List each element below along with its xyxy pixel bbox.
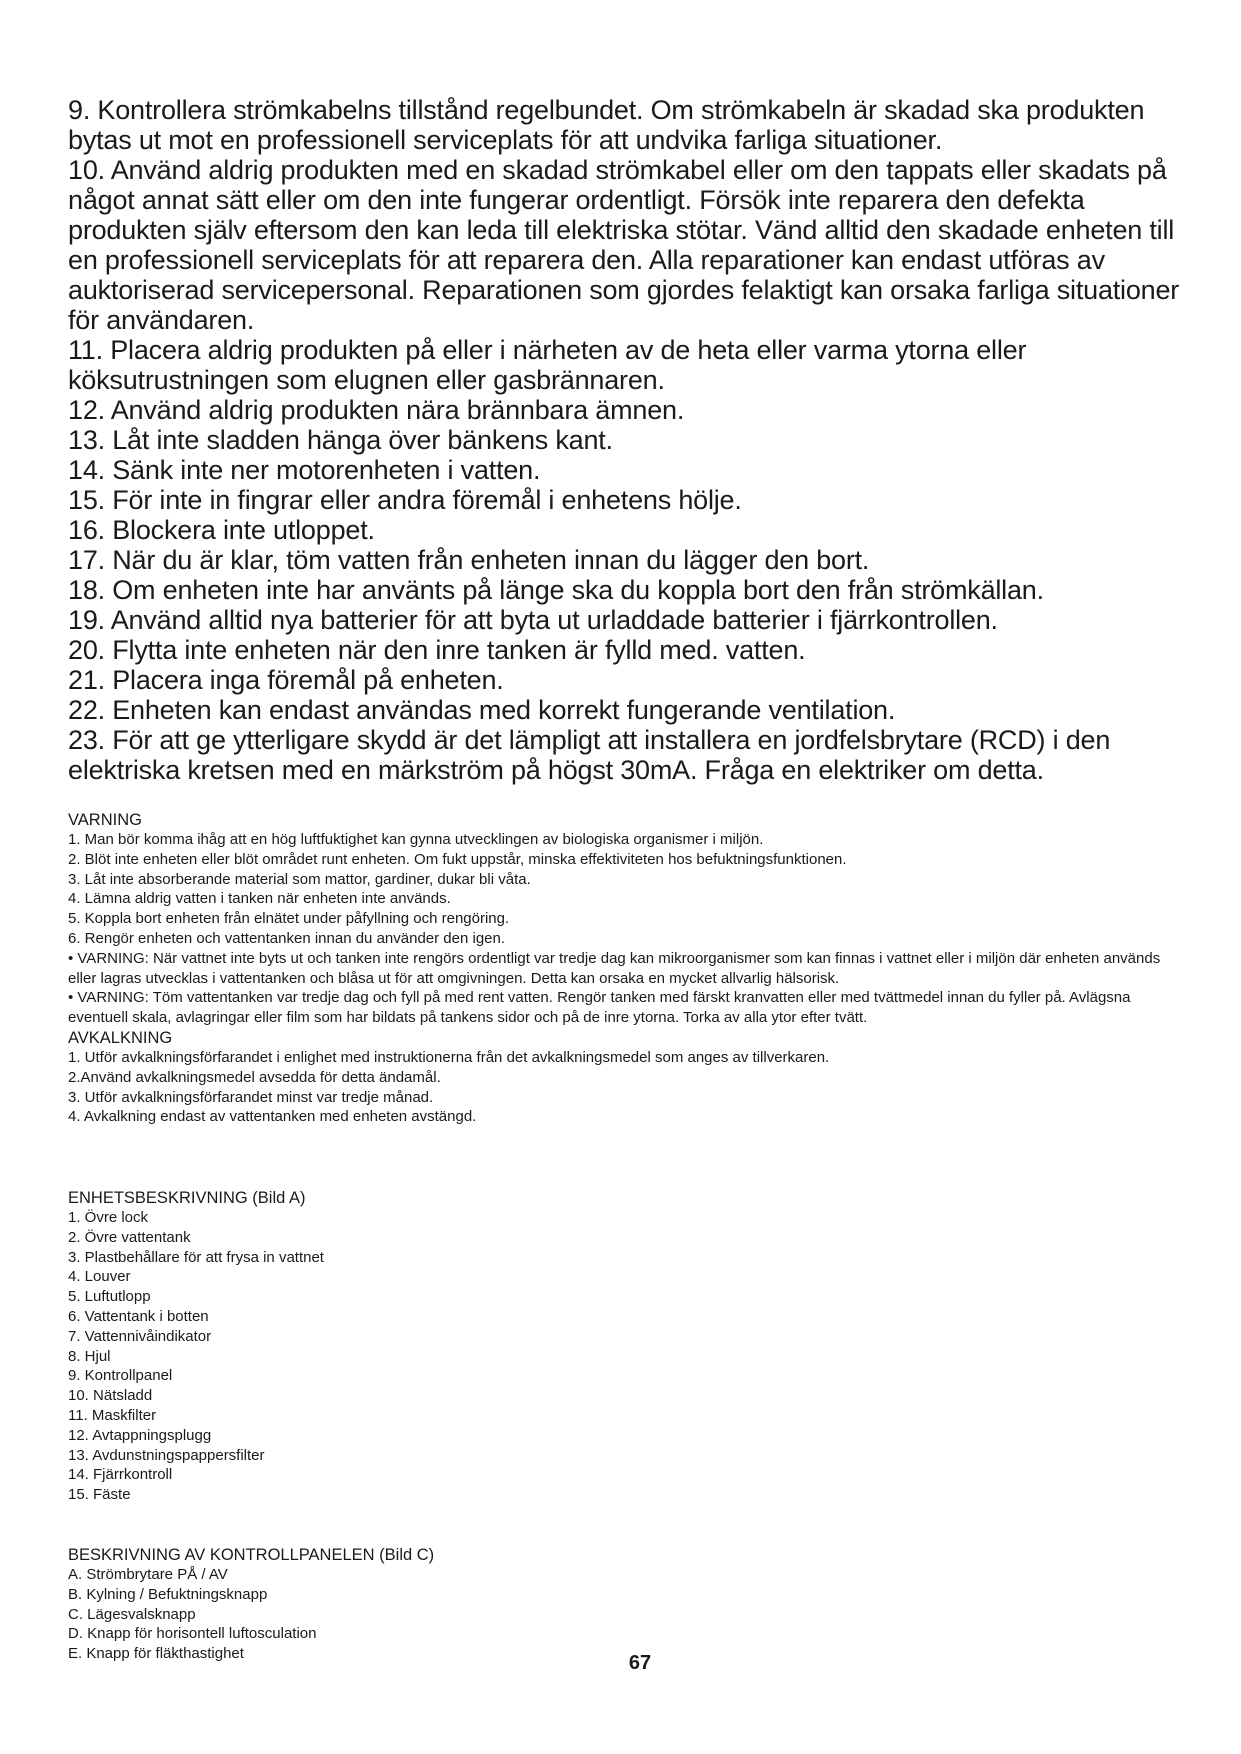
page-number: 67 [628,1652,652,1674]
warning-item: 3. Låt inte absorberande material som mattor, gardiner, dukar bli våta. [68,870,531,888]
unit-part-item: 11. Maskfilter [68,1406,157,1424]
unit-part-item: 4. Louver [68,1268,131,1286]
unit-part-item: 9. Kontrollpanel [68,1367,173,1385]
safety-item: 20. Flytta inte enheten när den inre tanken är fylld med. vatten. [68,635,806,665]
safety-item: 21. Placera inga föremål på enheten. [68,665,504,695]
warning-item: • VARNING: När vattnet inte byts ut och tanken inte rengörs ordentligt var tredje dag kan mikroorganismer som kan finnas i vattnet eller i miljön där enheten används eller lagras utvecklas i vattentanken och blåsa ut för att omgivningen. Detta kan orsaka en mycket allvarlig hälsorisk. [68,949,1161,987]
unit-part-item: 12. Avtappningsplugg [68,1426,212,1444]
warning-item: 2. Blöt inte enheten eller blöt området runt enheten. Om fukt uppstår, minska effektiviteten hos befuktningsfunktionen. [68,850,847,868]
safety-instructions [68,95,1188,785]
descaling-item: 3. Utför avkalkningsförfarandet minst var tredje månad. [68,1088,434,1106]
safety-item: 14. Sänk inte ner motorenheten i vatten. [68,455,541,485]
warning-heading: VARNING [68,811,142,829]
safety-item: 23. För att ge ytterligare skydd är det lämpligt att installera en jordfelsbrytare (RCD) i den elektriska kretsen med en märkström på högst 30mA. Fråga en elektriker om detta. [68,725,1111,785]
control-item: A. Strömbrytare PÅ / AV [68,1566,228,1583]
unit-description-section [68,1188,1188,1505]
descaling-item: 4. Avkalkning endast av vattentanken med enheten avstängd. [68,1108,477,1126]
safety-item: 11. Placera aldrig produkten på eller i närheten av de heta eller varma ytorna eller köksutrustningen som elugnen eller gasbrännaren. [68,335,1027,395]
unit-part-item: 8. Hjul [68,1347,111,1365]
unit-part-item: 13. Avdunstningspappersfilter [68,1446,265,1464]
control-item: B. Kylning / Befuktningsknapp [68,1585,268,1603]
unit-part-item: 2. Övre vattentank [68,1228,191,1246]
unit-part-item: 7. Vattennivåindikator [68,1327,212,1345]
warning-item: 1. Man bör komma ihåg att en hög luftfuktighet kan gynna utvecklingen av biologiska organismer i miljön. [68,831,764,848]
warning-item: 5. Koppla bort enheten från elnätet under påfyllning och rengöring. [68,910,510,928]
descaling-item: 2.Använd avkalkningsmedel avsedda för detta ändamål. [68,1068,441,1086]
warning-item: 4. Lämna aldrig vatten i tanken när enheten inte används. [68,890,451,908]
safety-item: 18. Om enheten inte har använts på länge ska du koppla bort den från strömkällan. [68,575,1044,605]
control-panel-section [68,1545,1188,1664]
unit-part-item: 6. Vattentank i botten [68,1307,209,1325]
descaling-item: 1. Utför avkalkningsförfarandet i enlighet med instruktionerna från det avkalkningsmedel som anges av tillverkaren. [68,1048,830,1066]
unit-part-item: 3. Plastbehållare för att frysa in vattnet [68,1248,324,1266]
control-panel-heading: BESKRIVNING AV KONTROLLPANELEN (Bild C) [68,1546,435,1564]
safety-item: 22. Enheten kan endast användas med korrekt fungerande ventilation. [68,695,896,725]
control-item: C. Lägesvalsknapp [68,1605,196,1623]
safety-item: 17. När du är klar, töm vatten från enheten innan du lägger den bort. [68,545,870,575]
control-item: D. Knapp för horisontell luftosculation [68,1625,317,1643]
safety-item: 9. Kontrollera strömkabelns tillstånd regelbundet. Om strömkabeln är skadad ska produkten bytas ut mot en professionell serviceplats för att undvika farliga situationer. [68,95,1145,155]
unit-part-item: 14. Fjärrkontroll [68,1466,173,1484]
safety-item: 19. Använd alltid nya batterier för att byta ut urladdade batterier i fjärrkontrollen. [68,605,998,635]
safety-item: 12. Använd aldrig produkten nära brännbara ämnen. [68,395,685,425]
unit-part-item: 1. Övre lock [68,1209,149,1226]
control-item: E. Knapp för fläkthastighet [68,1645,244,1663]
unit-description-heading: ENHETSBESKRIVNING (Bild A) [68,1189,306,1207]
safety-item: 13. Låt inte sladden hänga över bänkens kant. [68,425,613,455]
warning-item: 6. Rengör enheten och vattentanken innan du använder den igen. [68,929,506,947]
unit-part-item: 5. Luftutlopp [68,1288,151,1306]
safety-item: 10. Använd aldrig produkten med en skadad strömkabel eller om den tappats eller skadats på något annat sätt eller om den inte fungerar ordentligt. Försök inte reparera den defekta produkten själv eftersom den kan leda till elektriska stötar. Vänd alltid den skadade enheten till en professionell serviceplats för att reparera den. Alla reparationer kan endast utföras av auktoriserad servicepersonal. Reparationen som gjordes felaktigt kan orsaka farliga situationer för användaren. [68,155,1180,335]
safety-item: 16. Blockera inte utloppet. [68,515,375,545]
warning-section [68,810,1188,1127]
warning-item: • VARNING: Töm vattentanken var tredje dag och fyll på med rent vatten. Rengör tanken med färskt kranvatten eller med tvättmedel innan du fyller på. Avlägsna eventuell skala, avlagringar eller film som har bildats på tankens sidor och på de inre ytorna. Torka av alla ytor efter tvätt. [68,989,1131,1027]
unit-part-item: 10. Nätsladd [68,1387,153,1405]
safety-item: 15. För inte in fingrar eller andra föremål i enhetens hölje. [68,485,742,515]
unit-part-item: 15. Fäste [68,1486,131,1504]
descaling-heading: AVKALKNING [68,1028,173,1047]
